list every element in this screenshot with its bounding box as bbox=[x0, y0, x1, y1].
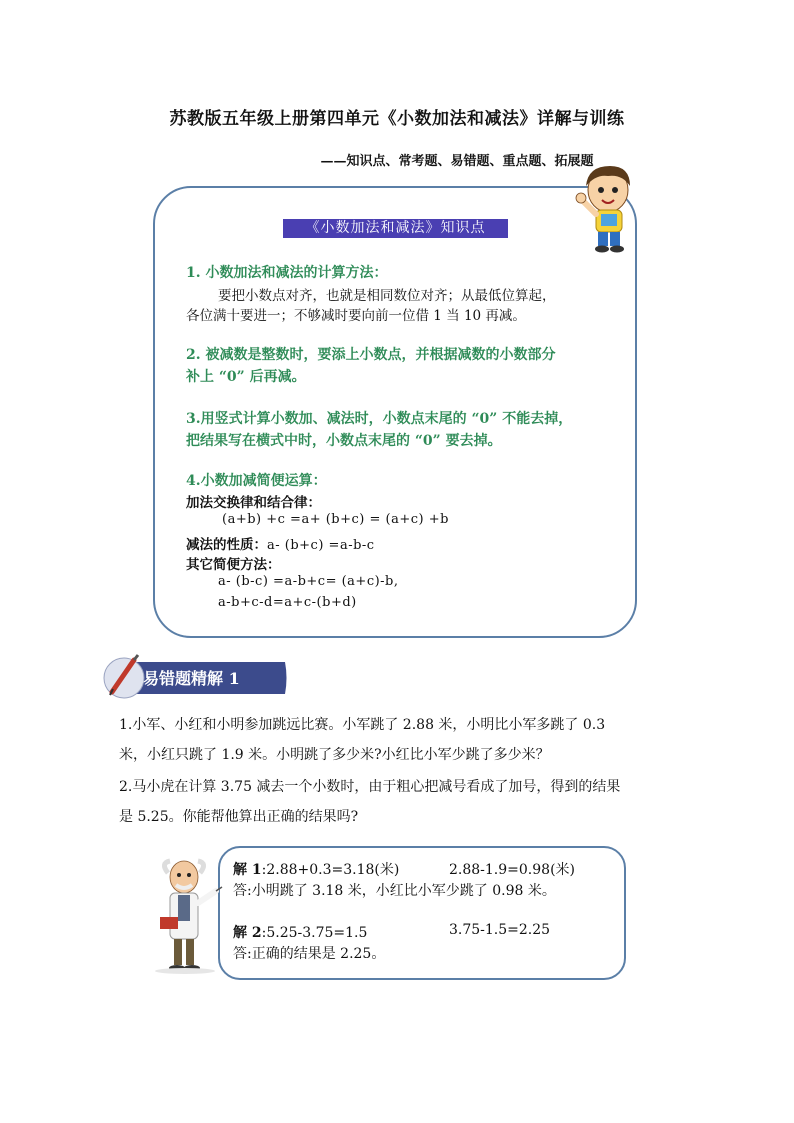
answer-1-eq2: 2.88-1.9=0.98(米) bbox=[449, 862, 575, 878]
law1-formula: (a+b) +c =a+ (b+c) = (a+c) +b bbox=[222, 512, 449, 527]
k-point-1-line1: 要把小数点对齐，也就是相同数位对齐；从最低位算起， bbox=[218, 288, 556, 304]
law3-formula-2: a-b+c-d=a+c-(b+d) bbox=[218, 595, 357, 610]
k-point-3-line2: 把结果写在横式中时，小数点末尾的 “0” 要去掉。 bbox=[186, 433, 502, 449]
law3-label: 其它简便方法： bbox=[186, 557, 281, 573]
law3-formula-1: a- (b-c) =a-b+c= (a+c)-b, bbox=[218, 574, 399, 589]
answer-1-row1 bbox=[233, 859, 399, 879]
law2-row bbox=[186, 533, 375, 553]
section-banner-text: 易错题精解 1 bbox=[143, 669, 240, 688]
k-point-1-title: 1. 小数加法和减法的计算方法： bbox=[186, 265, 388, 281]
question-1-line2: 米，小红只跳了 1.9 米。小明跳了多少米?小红比小军少跳了多少米？ bbox=[119, 747, 550, 763]
page-title: 苏教版五年级上册第四单元《小数加法和减法》详解与训练 bbox=[169, 109, 625, 129]
answer-2-label: 解 2 bbox=[233, 925, 262, 941]
question-1-line1: 1.小军、小红和小明参加跳远比赛。小军跳了 2.88 米，小明比小军多跳了 0.3 bbox=[119, 717, 606, 733]
answer-1-eq1: :2.88+0.3=3.18(米) bbox=[261, 862, 400, 878]
question-2-line2: 是 5.25。你能帮他算出正确的结果吗? bbox=[119, 809, 359, 825]
k-point-2-line1: 2. 被减数是整数时，要添上小数点，并根据减数的小数部分 bbox=[186, 347, 556, 363]
knowledge-header: 《小数加法和减法》知识点 bbox=[283, 219, 508, 238]
k-point-4-title: 4.小数加减简便运算： bbox=[186, 473, 327, 489]
professor-cartoon-icon bbox=[150, 857, 225, 975]
answer-2-row1 bbox=[233, 922, 367, 942]
answer-1-line2: 答:小明跳了 3.18 米，小红比小军少跳了 0.98 米。 bbox=[233, 883, 556, 899]
answer-1-label: 解 1 bbox=[233, 862, 262, 878]
answer-2-eq2: 3.75-1.5=2.25 bbox=[449, 922, 551, 938]
law2-label: 减法的性质： bbox=[186, 537, 267, 553]
boy-cartoon-icon bbox=[572, 160, 642, 255]
answer-2-eq1: :5.25-3.75=1.5 bbox=[261, 925, 368, 941]
k-point-2-line2: 补上 “0” 后再减。 bbox=[186, 369, 306, 385]
answer-2-line2: 答:正确的结果是 2.25。 bbox=[233, 946, 386, 962]
law1-label: 加法交换律和结合律： bbox=[186, 495, 321, 511]
question-2-line1: 2.马小虎在计算 3.75 减去一个小数时，由于粗心把减号看成了加号，得到的结果 bbox=[119, 779, 621, 795]
k-point-3-line1: 3.用竖式计算小数加、减法时，小数点末尾的 “0” 不能去掉， bbox=[186, 411, 573, 427]
law2-formula: a- (b+c) =a-b-c bbox=[267, 538, 375, 553]
k-point-1-line2: 各位满十要进一；不够减时要向前一位借 1 当 10 再减。 bbox=[186, 308, 526, 324]
page-subtitle: ——知识点、常考题、易错题、重点题、拓展题 bbox=[320, 154, 594, 169]
